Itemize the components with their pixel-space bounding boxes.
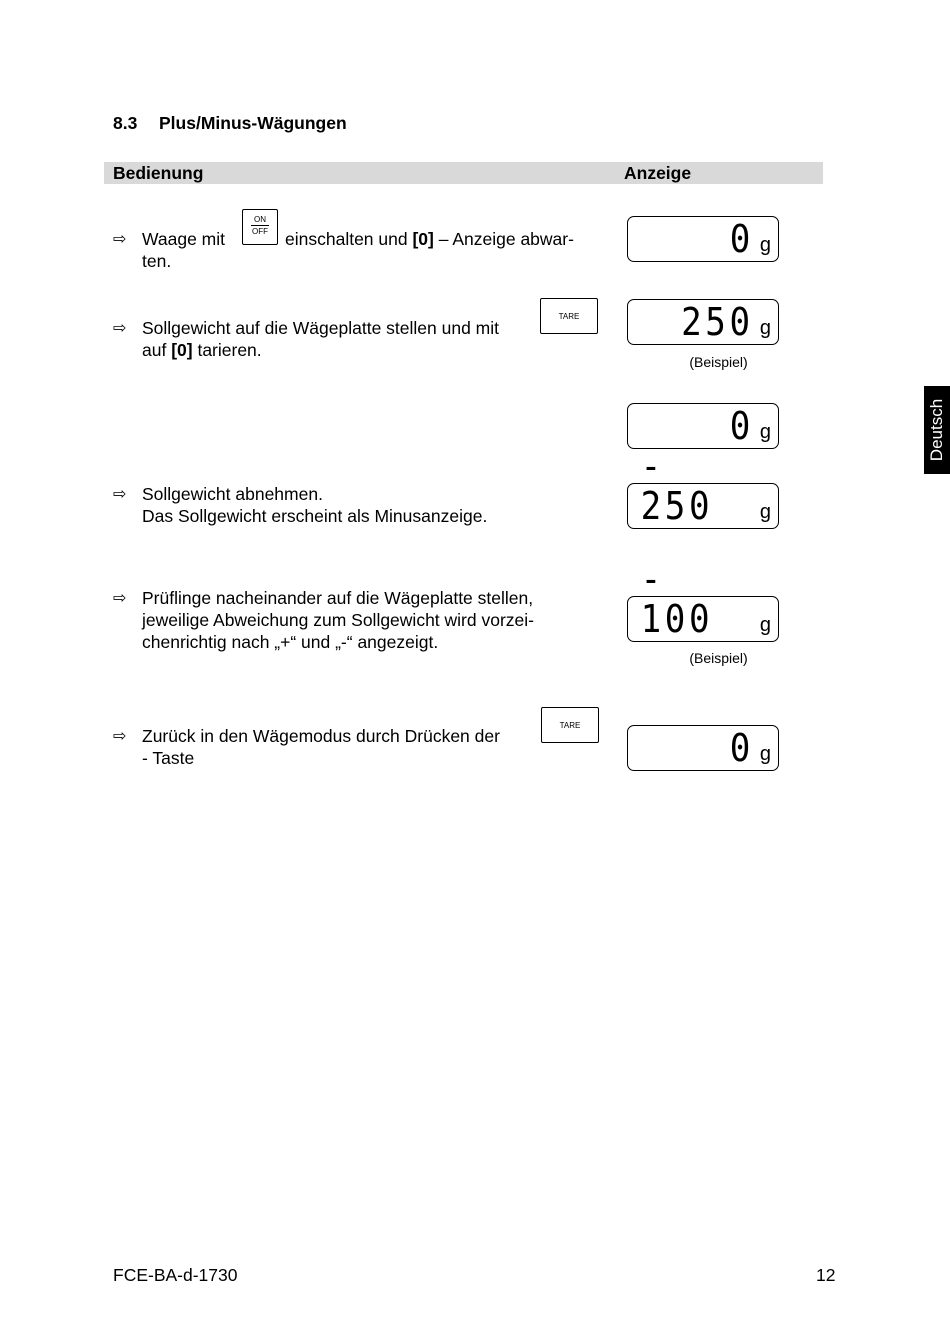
display-value: 250 bbox=[681, 300, 754, 344]
arrow-icon: ⇨ bbox=[113, 320, 127, 337]
footer-doc-id: FCE-BA-d-1730 bbox=[113, 1265, 238, 1285]
step-1-line-2: ten. bbox=[142, 251, 172, 271]
step-5-line-2: - Taste bbox=[142, 748, 195, 768]
display-value: - 100 bbox=[640, 557, 714, 641]
lcd-display bbox=[627, 557, 779, 642]
lcd-display bbox=[627, 299, 779, 345]
footer-page-number: 12 bbox=[816, 1265, 836, 1285]
arrow-icon: ⇨ bbox=[113, 590, 127, 607]
step-4-line-1: Prüflinge nacheinander auf die Wägeplatte stellen, bbox=[142, 588, 534, 608]
display-unit: g bbox=[759, 234, 771, 256]
display-unit: g bbox=[759, 743, 771, 765]
step-1-line-1: Waage mit bbox=[142, 229, 225, 249]
display-value: 0 bbox=[729, 726, 754, 770]
arrow-icon: ⇨ bbox=[113, 231, 127, 248]
table-header bbox=[104, 162, 823, 184]
language-tab bbox=[924, 386, 950, 474]
display-unit: g bbox=[759, 421, 771, 443]
display-value: 0 bbox=[729, 217, 754, 261]
step-2-line-1: Sollgewicht auf die Wägeplatte stellen und mit bbox=[142, 318, 500, 338]
step-3-line-2: Das Sollgewicht erscheint als Minusanzeige. bbox=[142, 506, 488, 526]
header-anzeige: Anzeige bbox=[624, 163, 692, 183]
on-off-key-icon: ON OFF bbox=[242, 209, 278, 245]
step-4-line-3: chenrichtig nach „+“ und „-“ angezeigt. bbox=[142, 632, 439, 652]
section-number: 8.3 bbox=[113, 113, 138, 133]
lcd-display bbox=[627, 444, 779, 529]
arrow-icon: ⇨ bbox=[113, 728, 127, 745]
lcd-display bbox=[627, 216, 779, 262]
display-unit: g bbox=[759, 501, 771, 523]
step-3-line-1: Sollgewicht abnehmen. bbox=[142, 484, 323, 504]
display-unit: g bbox=[759, 614, 771, 636]
step-1-line-1b: einschalten und [0] – Anzeige abwar- bbox=[285, 229, 574, 249]
lcd-display bbox=[627, 403, 779, 449]
tare-key-icon: TARE bbox=[540, 298, 598, 334]
arrow-icon: ⇨ bbox=[113, 486, 127, 503]
section-title: Plus/Minus-Wägungen bbox=[159, 113, 347, 133]
section-heading bbox=[113, 113, 347, 134]
step-2-line-2: auf [0] tarieren. bbox=[142, 340, 262, 360]
display-value: 0 bbox=[729, 404, 754, 448]
header-bedienung: Bedienung bbox=[113, 163, 204, 183]
step-5-line-1: Zurück in den Wägemodus durch Drücken der bbox=[142, 726, 500, 746]
tare-key-icon: TARE bbox=[541, 707, 599, 743]
language-tab-label: Deutsch bbox=[927, 398, 946, 462]
display-value: - 250 bbox=[640, 444, 714, 528]
lcd-display bbox=[627, 725, 779, 771]
display-caption: (Beispiel) bbox=[689, 354, 748, 370]
display-unit: g bbox=[759, 317, 771, 339]
step-4-line-2: jeweilige Abweichung zum Sollgewicht wird vorzei- bbox=[142, 610, 534, 630]
display-caption: (Beispiel) bbox=[689, 650, 748, 666]
